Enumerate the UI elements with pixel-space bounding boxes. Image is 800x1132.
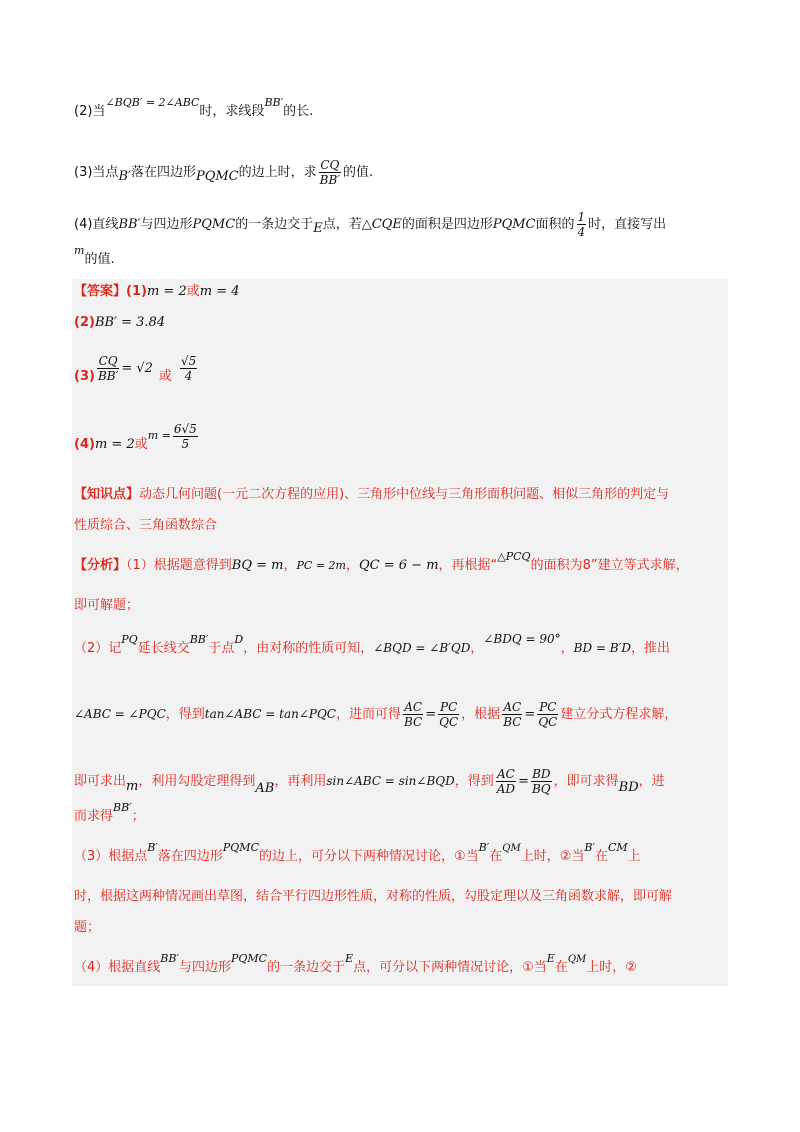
text: 的值. bbox=[343, 165, 374, 180]
fraction bbox=[537, 700, 558, 729]
text: 建立分式方程求解， bbox=[560, 707, 678, 722]
math: B′ bbox=[147, 841, 158, 854]
math: = bbox=[524, 707, 536, 722]
text: ，得到 bbox=[454, 774, 494, 789]
text: 的边上，可分以下两种情况讨论，①当 bbox=[259, 849, 479, 864]
denominator: AD bbox=[496, 782, 516, 796]
denominator: 4 bbox=[577, 225, 586, 239]
math: BD = B′D bbox=[573, 641, 631, 655]
denominator: BC bbox=[503, 715, 522, 729]
text: 当 bbox=[92, 104, 106, 119]
quad-label: PQMC bbox=[195, 169, 239, 184]
denominator: 4 bbox=[184, 369, 193, 383]
math: PQMC bbox=[222, 841, 259, 854]
numerator: AC bbox=[496, 767, 515, 781]
numerator: CQ bbox=[320, 158, 340, 172]
answer-label: 【答案】 bbox=[74, 284, 127, 299]
quad-label: PQMC bbox=[492, 217, 536, 232]
numerator: BD bbox=[532, 767, 551, 781]
math: QM bbox=[567, 954, 587, 965]
condition-expression: ∠BQB′ = 2∠ABC bbox=[105, 96, 200, 109]
text: （1）根据题意得到 bbox=[126, 558, 232, 573]
denominator: QC bbox=[538, 715, 558, 729]
text: 与四边形 bbox=[178, 960, 231, 975]
text: 在 bbox=[489, 849, 503, 864]
knowledge-line-1 bbox=[74, 485, 669, 505]
math: △PCQ bbox=[497, 550, 531, 563]
math: QM bbox=[502, 843, 521, 854]
math: E bbox=[546, 952, 555, 965]
text: 的值. bbox=[84, 252, 115, 267]
text: ，再根据“ bbox=[438, 558, 498, 573]
answer-number: (1) bbox=[126, 284, 147, 299]
text: （2）记 bbox=[74, 641, 122, 656]
text: （3）根据点 bbox=[74, 849, 148, 864]
answer-expression: = √2 bbox=[121, 361, 153, 376]
text: 即可求出 bbox=[74, 774, 127, 789]
text: 与四边形 bbox=[140, 217, 193, 232]
text: ，由对称的性质可知， bbox=[243, 641, 374, 656]
fraction bbox=[173, 422, 198, 451]
numerator: CQ bbox=[98, 354, 118, 368]
numerator: AC bbox=[503, 700, 522, 714]
text: ，推出 bbox=[630, 641, 670, 656]
answer-expression: BB′ = 3.84 bbox=[94, 315, 166, 330]
text: ， bbox=[470, 641, 484, 656]
denominator: 5 bbox=[181, 437, 190, 451]
analysis-p9 bbox=[74, 952, 637, 979]
text: 当点 bbox=[92, 165, 119, 180]
denominator: BB′ bbox=[97, 369, 119, 383]
answer-2 bbox=[74, 313, 165, 333]
fraction bbox=[438, 700, 459, 729]
text: 上时，②当 bbox=[520, 849, 585, 864]
math: m bbox=[126, 779, 139, 794]
math: tan∠ABC = tan∠PQC bbox=[204, 707, 336, 721]
text: 动态几何问题(一元二次方程的应用)、三角形中位线与三角形面积问题、相似三角形的判定与 bbox=[139, 487, 670, 502]
denominator: QC bbox=[439, 715, 459, 729]
numerator: PC bbox=[539, 700, 557, 714]
knowledge-label: 【知识点】 bbox=[74, 487, 140, 502]
math: sin∠ABC = sin∠BQD bbox=[326, 774, 455, 788]
text: ，根据 bbox=[461, 707, 501, 722]
text: 时，直接写出 bbox=[588, 217, 667, 232]
fraction bbox=[180, 354, 197, 383]
text: 点，可分以下两种情况讨论，①当 bbox=[353, 960, 547, 975]
text: 落在四边形 bbox=[157, 849, 223, 864]
question-4 bbox=[74, 210, 666, 239]
text: 的一条边交于 bbox=[267, 960, 346, 975]
text: 而求得 bbox=[74, 809, 114, 824]
text: 延长线交 bbox=[137, 641, 190, 656]
math: ∠BQD = ∠B′QD bbox=[373, 641, 471, 655]
numerator: PC bbox=[440, 700, 458, 714]
numerator: √5 bbox=[180, 354, 197, 368]
math: ∠BDQ = 90° bbox=[483, 632, 561, 646]
answer-expression: m = 4 bbox=[199, 284, 240, 299]
answer-4 bbox=[74, 422, 200, 459]
text: 的面积为8”建立等式求解， bbox=[530, 558, 689, 573]
analysis-label: 【分析】 bbox=[74, 558, 127, 573]
text: 性质综合、三角函数综合 bbox=[74, 518, 218, 533]
denominator: BB′ bbox=[319, 173, 341, 187]
denominator: BQ bbox=[531, 782, 551, 796]
text: ，即可求得 bbox=[553, 774, 619, 789]
text: 的长. bbox=[283, 104, 314, 119]
text: 直线 bbox=[92, 217, 119, 232]
fraction bbox=[502, 700, 522, 729]
math: PQMC bbox=[230, 952, 268, 965]
analysis-p2 bbox=[74, 632, 670, 659]
text: ； bbox=[131, 809, 145, 824]
math: = bbox=[425, 707, 437, 722]
fraction bbox=[319, 158, 341, 187]
text: 时，根据这两种情况画出草图，结合平行四边形性质，对称的性质，勾股定理以及三角函数求解，即可解 bbox=[74, 889, 673, 904]
answer-panel bbox=[72, 279, 728, 986]
text: ， bbox=[283, 558, 297, 573]
text: 时，求线段 bbox=[199, 104, 265, 119]
question-number: (4) bbox=[74, 217, 93, 232]
answer-expression: m = bbox=[147, 429, 171, 442]
quad-label: PQMC bbox=[192, 217, 236, 232]
analysis-p4 bbox=[74, 767, 665, 796]
math: E bbox=[345, 952, 354, 965]
answer-3 bbox=[74, 354, 199, 383]
text: 点，若 bbox=[322, 217, 362, 232]
math: BB′ bbox=[189, 633, 209, 646]
text: 的面积是四边形 bbox=[401, 217, 493, 232]
text: 落在四边形 bbox=[130, 165, 196, 180]
segment-label: BB′ bbox=[264, 96, 284, 109]
math: = bbox=[518, 774, 529, 789]
text: ，得到 bbox=[165, 707, 205, 722]
numerator: 6√5 bbox=[173, 422, 197, 436]
analysis-p1 bbox=[74, 550, 689, 576]
question-3 bbox=[74, 158, 373, 187]
question-2 bbox=[74, 96, 314, 122]
math: PC = 2m bbox=[296, 559, 346, 572]
fraction bbox=[531, 767, 552, 796]
math: ∠ABC = ∠PQC bbox=[74, 707, 166, 721]
point-label: B′ bbox=[118, 169, 131, 184]
numerator: 1 bbox=[577, 210, 586, 224]
math: CM bbox=[607, 841, 628, 854]
fraction bbox=[403, 700, 423, 729]
text: 于点 bbox=[208, 641, 235, 656]
text: 上时，② bbox=[586, 960, 637, 975]
fraction bbox=[97, 354, 119, 383]
math: B′ bbox=[478, 841, 490, 854]
text: 在 bbox=[554, 960, 568, 975]
analysis-p6 bbox=[74, 841, 641, 868]
answer-number: (2) bbox=[74, 315, 95, 330]
text: 即可解题； bbox=[74, 598, 140, 613]
text: 的边上时，求 bbox=[238, 165, 317, 180]
text: 在 bbox=[594, 849, 608, 864]
math: BQ = m bbox=[231, 558, 284, 573]
text: ，进而可得 bbox=[335, 707, 401, 722]
math: BD bbox=[618, 780, 639, 795]
analysis-p3 bbox=[74, 700, 677, 729]
math: PQ bbox=[121, 633, 138, 646]
question-4-cont bbox=[74, 244, 115, 270]
analysis-p7 bbox=[74, 887, 672, 907]
math: BB′ bbox=[113, 801, 132, 814]
knowledge-line-2 bbox=[74, 516, 217, 536]
math: BB′ bbox=[160, 952, 179, 965]
math: QC = 6 − m bbox=[359, 558, 439, 573]
math: D bbox=[234, 633, 244, 646]
text: ， bbox=[345, 558, 359, 573]
question-number: (2) bbox=[74, 104, 93, 119]
triangle-label: △CQE bbox=[361, 217, 402, 232]
text: 或 bbox=[186, 284, 200, 299]
analysis-p5 bbox=[74, 801, 145, 827]
text: （4）根据直线 bbox=[74, 960, 161, 975]
math: B′ bbox=[584, 841, 595, 854]
text: 面积的 bbox=[535, 217, 575, 232]
answer-1 bbox=[74, 282, 240, 302]
text: 题； bbox=[74, 920, 101, 935]
variable-label: m bbox=[74, 244, 85, 257]
text: ，利用勾股定理得到 bbox=[138, 774, 256, 789]
analysis-p8 bbox=[74, 918, 100, 938]
text: ，再利用 bbox=[274, 774, 327, 789]
text: ，进 bbox=[638, 774, 665, 789]
fraction bbox=[496, 767, 516, 796]
point-label: E bbox=[313, 221, 323, 236]
math: AB bbox=[255, 781, 275, 796]
analysis-p1b bbox=[74, 596, 139, 616]
denominator: BC bbox=[404, 715, 423, 729]
line-label: BB′ bbox=[118, 217, 141, 232]
answer-number: (4) bbox=[74, 437, 95, 452]
fraction bbox=[577, 210, 587, 239]
text: 或 bbox=[134, 437, 148, 452]
answer-number: (3) bbox=[74, 369, 95, 384]
text: 上 bbox=[627, 849, 641, 864]
question-number: (3) bbox=[74, 165, 93, 180]
numerator: AC bbox=[404, 700, 423, 714]
text: 或 bbox=[158, 369, 172, 384]
text: 的一条边交于 bbox=[235, 217, 314, 232]
answer-expression: m = 2 bbox=[94, 437, 135, 452]
text: ， bbox=[560, 641, 574, 656]
answer-expression: m = 2 bbox=[146, 284, 187, 299]
